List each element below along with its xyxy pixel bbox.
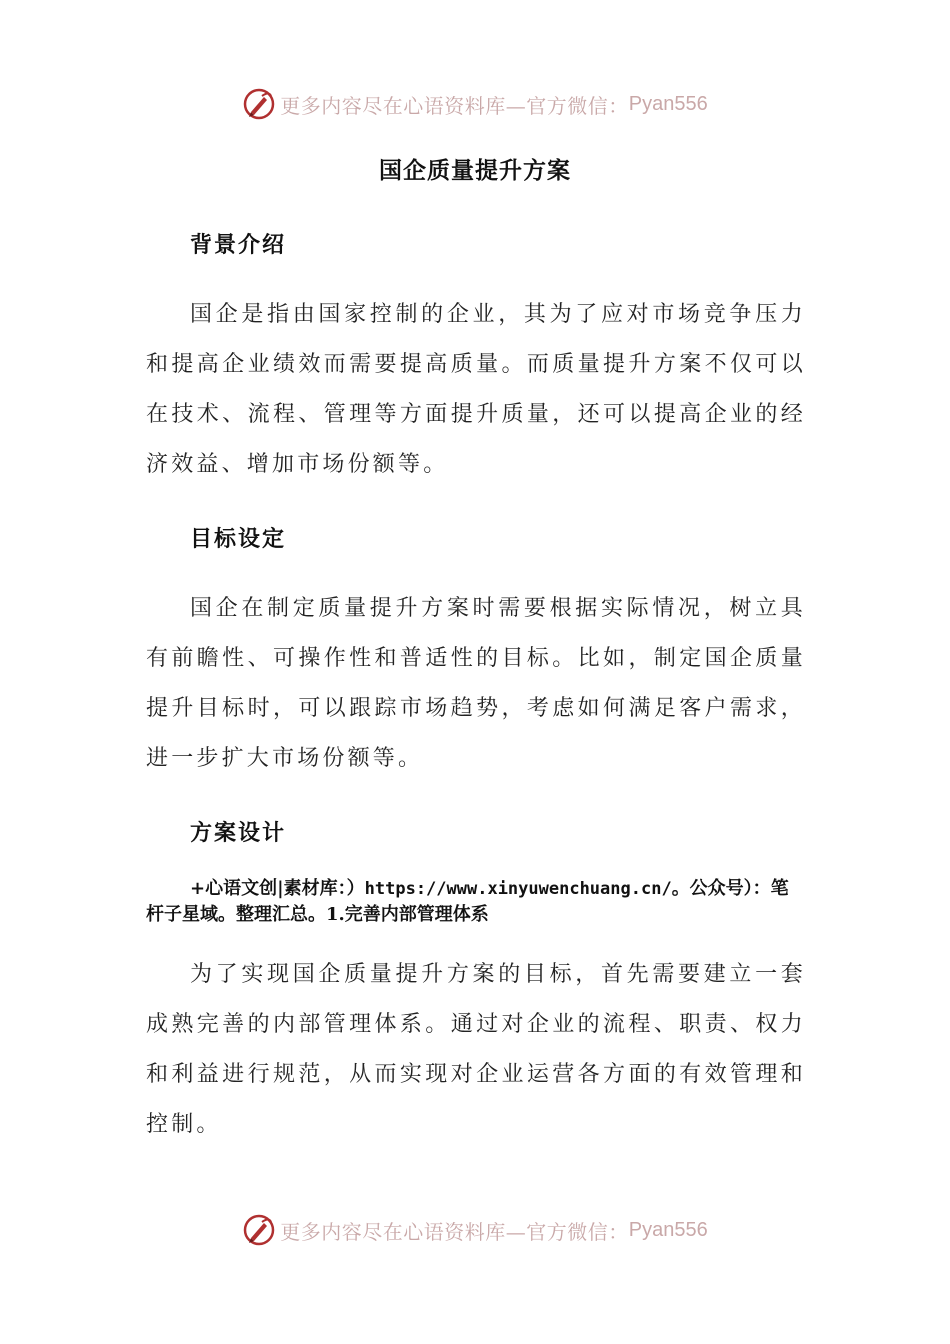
section-heading-goals: 目标设定: [190, 526, 287, 552]
note-url: https://www.xinyuwenchuang.cn/: [364, 879, 672, 899]
section-paragraph-goals: 国企在制定质量提升方案时需要根据实际情况，树立具有前瞻性、可操作性和普适性的目标。比如，制定国企质量提升目标时，可以跟踪市场趋势，考虑如何满足客户需求，进一步扩大市场份额等。: [146, 596, 806, 771]
note-suffix: 。公众号）：笔杆子星域。整理汇总。1.完善内部管理体系: [146, 878, 789, 925]
section-heading-design: 方案设计: [190, 820, 287, 846]
wechat-id: Pyan556: [628, 92, 708, 115]
wechat-id: Pyan556: [628, 1218, 708, 1241]
note-prefix: +心语文创|素材库：）: [190, 878, 365, 899]
document-title: 国企质量提升方案: [379, 157, 571, 184]
pen-logo-icon: [242, 87, 276, 121]
header-banner: [0, 84, 950, 124]
section-paragraph-background: 国企是指由国家控制的企业，其为了应对市场竞争压力和提高企业绩效而需要提高质量。而质量提升方案不仅可以在技术、流程、管理等方面提升质量，还可以提高企业的经济效益、增加市场份额等。: [146, 302, 806, 477]
section-heading-background: 背景介绍: [190, 232, 287, 258]
source-note: [146, 876, 806, 928]
footer-banner: [0, 1210, 950, 1250]
banner-text: 更多内容尽在心语资料库—官方微信：: [280, 1219, 629, 1244]
pen-logo-icon: [242, 1213, 276, 1247]
section-paragraph-design: 为了实现国企质量提升方案的目标，首先需要建立一套成熟完善的内部管理体系。通过对企业的流程、职责、权力和利益进行规范，从而实现对企业运营各方面的有效管理和控制。: [146, 962, 806, 1137]
banner-text: 更多内容尽在心语资料库—官方微信：: [280, 93, 629, 118]
